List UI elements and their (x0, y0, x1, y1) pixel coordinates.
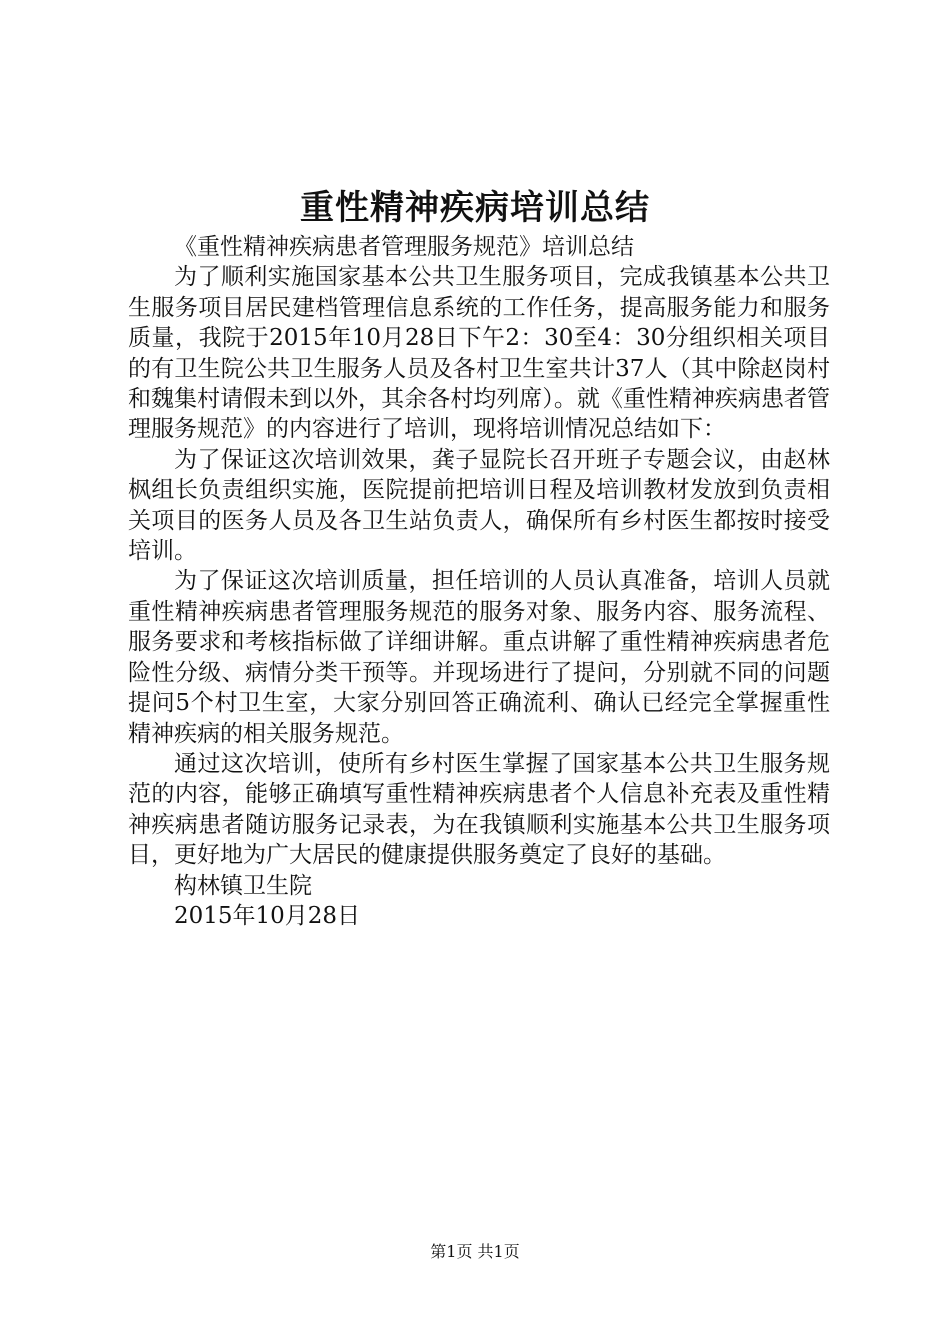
document-title: 重性精神疾病培训总结 (300, 188, 650, 228)
paragraph-organization: 为了保证这次培训效果，龚子显院长召开班子专题会议，由赵林枫组长负责组织实施，医院提前把培训日程及培训教材发放到负责相关项目的医务人员及各卫生站负责人，确保所有乡村医生都按时接受培训。 (128, 446, 830, 565)
signature-organization: 构林镇卫生院 (174, 872, 312, 899)
page-number-footer: 第1页 共1页 (430, 1242, 520, 1261)
paragraph-quality: 为了保证这次培训质量，担任培训的人员认真准备，培训人员就重性精神疾病患者管理服务规范的服务对象、服务内容、服务流程、服务要求和考核指标做了详细讲解。重点讲解了重性精神疾病患者危险性分级、病情分类干预等。并现场进行了提问，分别就不同的问题提问5个村卫生室，大家分别回答正确流利、确认已经完全掌握重性精神疾病的相关服务规范。 (128, 568, 830, 747)
paragraph-intro: 为了顺利实施国家基本公共卫生服务项目，完成我镇基本公共卫生服务项目居民建档管理信息系统的工作任务，提高服务能力和服务质量，我院于2015年10月28日下午2：30至4：30分组织相关项目的有卫生院公共卫生服务人员及各村卫生室共计37人（其中除赵岗村和魏集村请假未到以外，其余各村均列席）。就《重性精神疾病患者管理服务规范》的内容进行了培训，现将培训情况总结如下： (128, 264, 830, 443)
signature-date: 2015年10月28日 (174, 902, 361, 929)
document-body (128, 232, 830, 931)
paragraph-conclusion: 通过这次培训，使所有乡村医生掌握了国家基本公共卫生服务规范的内容，能够正确填写重性精神疾病患者个人信息补充表及重性精神疾病患者随访服务记录表，为在我镇顺利实施基本公共卫生服务项目，更好地为广大居民的健康提供服务奠定了良好的基础。 (128, 750, 830, 869)
paragraph-subtitle: 《重性精神疾病患者管理服务规范》培训总结 (174, 234, 634, 260)
